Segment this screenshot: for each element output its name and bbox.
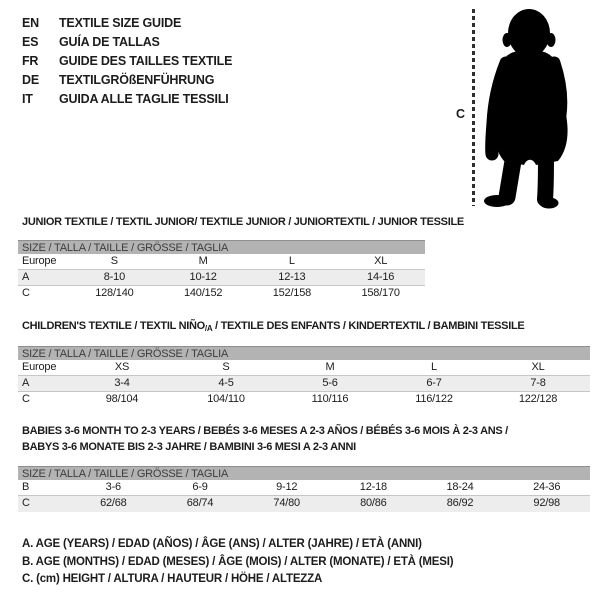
size-cell: M — [325, 361, 335, 373]
size-cell: L — [431, 361, 437, 373]
age-cell: 8-10 — [103, 271, 125, 283]
language-row-es — [22, 32, 232, 51]
height-cell: 158/170 — [361, 287, 400, 299]
age-cell: 12-18 — [359, 481, 387, 493]
table-row-europe — [18, 254, 425, 270]
size-cell: XL — [531, 361, 545, 373]
height-cell: 80/86 — [360, 497, 387, 509]
size-header-band: SIZE / TALLA / TAILLE / GRÖSSE / TAGLIA — [18, 346, 590, 360]
language-code: IT — [22, 91, 33, 106]
age-cell: 6-9 — [192, 481, 208, 493]
height-cell: 152/158 — [272, 287, 312, 299]
size-cell: M — [198, 255, 208, 267]
language-title: GUIDA ALLE TAGLIE TESSILI — [59, 91, 229, 106]
row-label: C — [22, 287, 30, 299]
height-cell: 68/74 — [186, 497, 214, 509]
language-code: EN — [22, 15, 39, 30]
table-row-age — [18, 270, 425, 286]
height-cell: 62/68 — [100, 497, 127, 509]
row-label: Europe — [22, 361, 57, 373]
row-label: A — [22, 377, 30, 389]
size-cell: XL — [374, 255, 388, 267]
height-marker-label: C — [456, 107, 466, 121]
height-cell: 104/110 — [207, 393, 245, 405]
table-row-age-months — [18, 480, 590, 496]
size-header-band: SIZE / TALLA / TAILLE / GRÖSSE / TAGLIA — [18, 240, 425, 254]
age-cell: 14-16 — [367, 271, 395, 283]
height-cell: 98/104 — [105, 393, 139, 405]
height-cell: 110/116 — [311, 393, 349, 405]
junior-table-title: JUNIOR TEXTILE / TEXTIL JUNIOR/ TEXTILE JUNIOR / JUNIORTEXTIL / JUNIOR TESSILE — [22, 216, 464, 228]
height-cell: 74/80 — [273, 497, 300, 509]
height-cell: 92/98 — [533, 497, 560, 509]
table-row-age — [18, 376, 590, 392]
age-cell: 10-12 — [189, 271, 217, 283]
junior-size-table — [18, 240, 425, 302]
row-label: C — [22, 497, 30, 509]
height-cell: 122/128 — [518, 393, 558, 405]
table-row-europe — [18, 360, 590, 376]
table-row-height — [18, 286, 425, 302]
age-cell: 5-6 — [322, 377, 338, 389]
age-cell: 3-6 — [105, 481, 121, 493]
language-code: ES — [22, 34, 39, 49]
size-cell: S — [222, 361, 230, 373]
legend-line-age-months: B. AGE (MONTHS) / EDAD (MESES) / ÂGE (MOIS) / ALTER (MONATE) / ETÀ (MESI) — [22, 555, 454, 568]
language-title: TEXTILE SIZE GUIDE — [59, 15, 182, 30]
row-label: B — [22, 481, 30, 493]
row-label: A — [22, 271, 30, 283]
size-cell: XS — [114, 361, 130, 373]
legend-line-height: C. (cm) HEIGHT / ALTURA / HAUTEUR / HÖHE / ALTEZZA — [22, 573, 323, 585]
babies-size-table — [18, 466, 590, 512]
language-row-it — [22, 89, 232, 108]
age-cell: 3-4 — [114, 377, 130, 389]
children-title-pre: CHILDREN'S TEXTILE / TEXTIL NIÑO — [22, 320, 205, 332]
height-measure-dashed-line — [472, 9, 475, 206]
age-cell: 9-12 — [276, 481, 298, 493]
age-cell: 24-36 — [533, 481, 561, 493]
age-cell: 7-8 — [530, 377, 546, 389]
height-cell: 86/92 — [446, 497, 474, 509]
table-row-height — [18, 392, 590, 408]
children-title-sub: /A — [204, 324, 213, 333]
language-code: DE — [22, 72, 39, 87]
language-title: GUIDE DES TAILLES TEXTILE — [59, 53, 233, 68]
legend — [22, 536, 453, 589]
age-cell: 6-7 — [426, 377, 442, 389]
size-cell: L — [288, 255, 295, 267]
language-row-en — [22, 13, 232, 32]
legend-line-age-years: A. AGE (YEARS) / EDAD (AÑOS) / ÂGE (ANS) / ALTER (JAHRE) / ETÀ (ANNI) — [22, 538, 422, 550]
size-cell: S — [110, 255, 118, 267]
height-cell: 116/122 — [415, 393, 453, 405]
size-header-band: SIZE / TALLA / TAILLE / GRÖSSE / TAGLIA — [18, 466, 590, 480]
children-size-table — [18, 346, 590, 408]
babies-table-title-line1: BABIES 3-6 MONTH TO 2-3 YEARS / BEBÉS 3-6 MESES A 2-3 AÑOS / BÉBÉS 3-6 MOIS À 2-3 ANS / — [22, 425, 508, 437]
children-title-post: / TEXTILE DES ENFANTS / KINDERTEXTIL / BAMBINI TESSILE — [212, 320, 525, 332]
height-cell: 128/140 — [95, 287, 134, 299]
toddler-silhouette-icon — [482, 5, 582, 209]
table-row-height — [18, 496, 590, 512]
row-label: Europe — [22, 255, 57, 267]
language-title: TEXTILGRÖßENFÜHRUNG — [59, 72, 215, 87]
language-row-fr — [22, 51, 232, 70]
age-cell: 4-5 — [218, 377, 234, 389]
height-cell: 140/152 — [183, 287, 223, 299]
language-row-de — [22, 70, 232, 89]
children-table-title — [22, 320, 524, 333]
row-label: C — [22, 393, 30, 405]
language-title: GUÍA DE TALLAS — [59, 34, 160, 49]
babies-table-title-line2: BABYS 3-6 MONATE BIS 2-3 JAHRE / BAMBINI 3-6 MESI A 2-3 ANNI — [22, 441, 356, 453]
age-cell: 18-24 — [446, 481, 474, 493]
language-code: FR — [22, 53, 39, 68]
age-cell: 12-13 — [278, 271, 306, 283]
language-title-list — [22, 13, 232, 108]
